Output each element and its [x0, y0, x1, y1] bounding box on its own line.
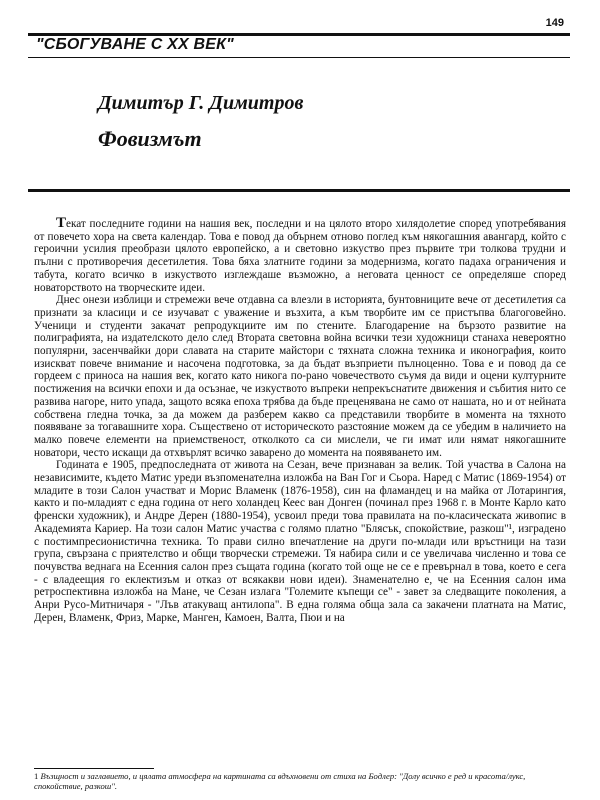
- paragraph-1: [34, 217, 566, 294]
- section-header: "СБОГУВАНЕ С XX ВЕК": [36, 36, 234, 53]
- header-rule-bottom: [28, 57, 570, 58]
- article-body: [34, 217, 566, 625]
- footnote-mark: 1: [34, 771, 39, 781]
- article-author: Димитър Г. Димитров: [98, 92, 304, 114]
- paragraph-1-text: екат последните години на нашия век, последни и на цялото второ хилядолетие според употребявания от повечето хора на света календар. Това е повод да обърнем отново поглед към някогашния авангард, който с героични усилия преобрази цялото европейско, а и световно изкуство през първите три толкова трудни и пълни с противоречия десетилетия. Това бяха златните години за модернизма, когато падаха ограничения и табута, когато всичко в изкуството изглеждаше възможно, а неговата ценност се определяше според новаторството на творческите идеи.: [34, 218, 566, 294]
- drop-cap: Т: [56, 215, 67, 231]
- page-number: 149: [545, 17, 564, 29]
- article-title: Фовизмът: [98, 126, 202, 151]
- paragraph-3: Годината е 1905, предпоследната от живота на Сезан, вече признаван за велик. Той участва в Салона на независимите, където Матис уреди възпоменателна изложба на Ван Гог и Сьора. Наред с Матис (1869-1954) от младите в този Салон участват и Морис Вламенк (1876-1958), син на фламандец и на майка от Лотарингия, както и по-младият с една година от него холандец Кеес ван Донген (починал през 1968 г. в Монте Карло като френски художник), и Андре Дерен (1880-1954), усвоил преди това правилата на по-класическата живопис в Академията Кариер. На този салон Матис участва с голямо платно "Блясък, спокойствие, разкош"¹, изградено с постимпресионистична техника. То прави силно впечатление на други по-млади или връстници на тази група, свързана с приятелство и общи творчески стремежи. Тя набира сили и се увеличава численно и това се почувства веднага на Есенния салон през същата година (когато той още не се е превърнал в това, което е сега - с владеещия го еклектизъм и отказ от всякакви нови идеи). Знаменателно е, че на Есенния салон има ретроспективна изложба на Мане, че Сезан излага "Големите къпещи се" - завет за следващите поколения, а Анри Русо-Митничаря - "Лъв атакуващ антилопа". В една голяма обща зала са закачени платната на Матис, Дерен, Вламенк, Фриз, Марке, Манген, Камоен, Валта, Пюи и на: [34, 459, 566, 624]
- title-rule: [28, 189, 570, 192]
- footnote: [34, 771, 566, 791]
- footnote-text: Възщност и заглавието, и цялата атмосфера на картината са вдъхновени от стиха на Бодлер: "Долу всичко е ред и красота/лукс, спокойствие, разкош".: [34, 771, 526, 791]
- footnote-rule: [34, 768, 154, 769]
- paragraph-2: Днес онези изблици и стремежи вече отдавна са влезли в историята, бунтовниците вече от десетилетия са признати за класици и се изучават с уважение и възхита, а към творбите им се пристъпва благоговейно. Ученици и студенти закачат репродукциите им по стените. Благодарение на бързото развитие на полиграфията, на издателското дело след Втората световна война всички тези художници станаха невероятно популярни, засенчвайки дори славата на старите майстори с тяхната сложна техника и иконография, които изискват повече внимание и насочена подготовка, за да бъдат възприети пълноценно. Това е и повод да се гордеем с приноса на нашия век, когато като никога по-рано човечеството съумя да види и оцени културните постижения на всички епохи и да осъзнае, че изкуството въпреки непрекъснатите движения и събития нито се развива нагоре, нито упада, защото всяка епоха трябва да бъде преценявана не само от нашата, но и от нейната собствена гледна точка, за да можем да разберем какво са представили творбите в момента на тяхното появяване за тогавашните хора. Съществено от историческото разстояние можем да се убедим в наличието на малко повече елементи на приемственост, отколкото са си мислели, че ги имат или нямат някогашните новатори, често искащи да отхвърлят всичко заварено до момента на появяването им.: [34, 294, 566, 459]
